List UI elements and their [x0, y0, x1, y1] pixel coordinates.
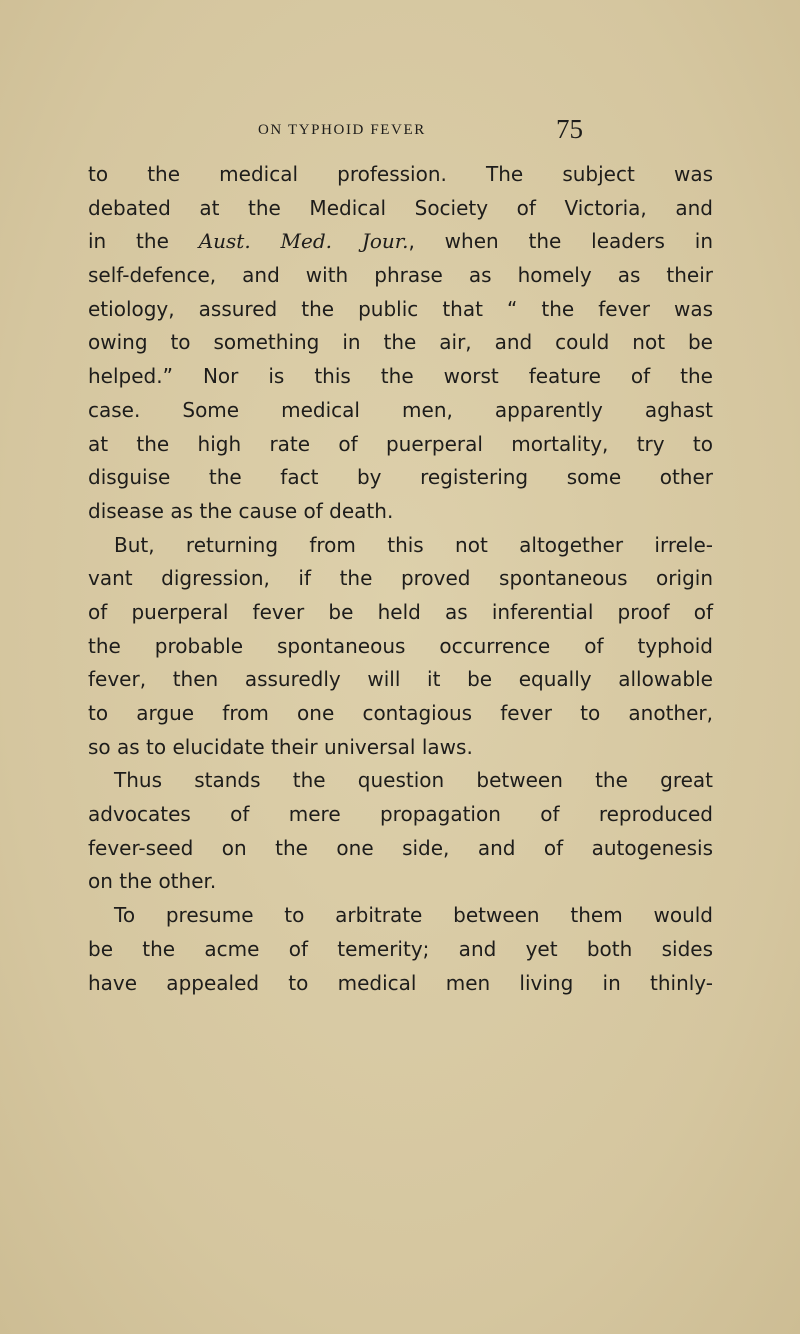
body-text	[88, 158, 713, 1000]
text-line: advocates of mere propagation of reproduced	[88, 802, 713, 827]
text-line: helped.” Nor is this the worst feature of the	[88, 364, 713, 389]
running-head: ON TYPHOID FEVER	[258, 122, 426, 138]
text-line: etiology, assured the public that “ the fever was	[88, 296, 713, 321]
text-line: But, returning from this not altogether irrele-	[114, 532, 713, 557]
text-line: to the medical profession. The subject was	[88, 162, 713, 186]
text-line: To presume to arbitrate between them would	[114, 903, 713, 928]
text-line: of puerperal fever be held as inferential proof of	[88, 599, 713, 624]
text-line: to argue from one contagious fever to another,	[88, 701, 713, 725]
text-line-end: , when the leaders in	[408, 229, 713, 254]
text-line: disguise the fact by registering some other	[88, 465, 713, 490]
text-line-start: in the	[88, 229, 199, 254]
text-line: on the other.	[88, 869, 217, 894]
text-line: have appealed to medical men living in thinly-	[88, 970, 713, 995]
text-line: case. Some medical men, apparently aghast	[88, 397, 713, 422]
journal-citation: Aust. Med. Jour.	[198, 229, 409, 254]
text-line: disease as the cause of death.	[88, 498, 394, 523]
page-number: 75	[556, 114, 583, 144]
text-line: fever, then assuredly will it be equally allowable	[88, 667, 713, 692]
text-line: so as to elucidate their universal laws.	[88, 734, 473, 759]
text-line: the probable spontaneous occurrence of typhoid	[88, 633, 713, 658]
text-line: Thus stands the question between the great	[114, 768, 713, 793]
text-line: self-defence, and with phrase as homely as their	[88, 263, 713, 288]
text-line: vant digression, if the proved spontaneous origin	[88, 566, 713, 591]
text-line: owing to something in the air, and could not be	[88, 330, 713, 355]
text-line: be the acme of temerity; and yet both sides	[88, 936, 713, 961]
text-line: fever-seed on the one side, and of autogenesis	[88, 835, 713, 860]
text-line	[88, 225, 713, 259]
page-header	[0, 114, 800, 158]
text-line: at the high rate of puerperal mortality, try to	[88, 431, 713, 456]
text-line: debated at the Medical Society of Victoria, and	[88, 195, 713, 220]
